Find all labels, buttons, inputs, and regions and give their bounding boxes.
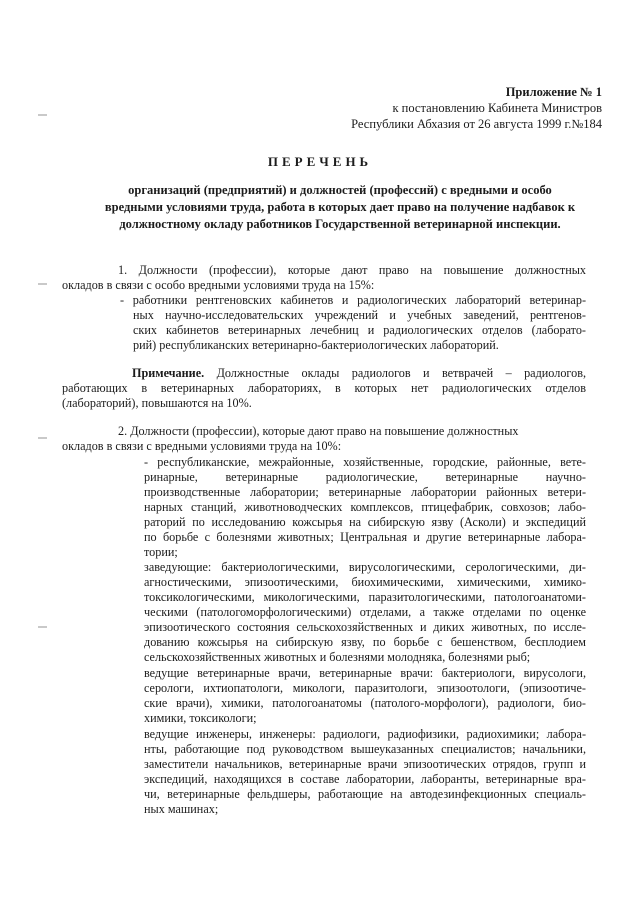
- section-2-line: агностическими, эпизоотическими, биохимическими, химическими, химико-: [144, 575, 586, 589]
- section-2-line: раторий по исследованию кожсырья на сибирскую язву (Асколи) и экспедиций: [144, 515, 586, 529]
- document-heading: ПЕРЕЧЕНЬ: [267, 154, 373, 169]
- section-2-line: заместители начальников, ветеринарные врачи эпизоотических отрядов, групп и: [144, 757, 586, 771]
- section-2-line: сельскохозяйственных животных и болезнями молодняка, болезнями рыб;: [144, 650, 531, 664]
- annex-title: Приложение № 1: [505, 85, 602, 99]
- scan-mark: [38, 626, 47, 628]
- section-1-line: 1. Должности (профессии), которые дают право на повышение должностных: [118, 263, 586, 277]
- note-line: работающих в ветеринарных лабораториях, в которых нет радиологических отделов: [62, 381, 586, 395]
- document-subtitle: организаций (предприятий) и должностей (профессий) с вредными и особо вредными условиями труда, работа в которых дает право на получение надбавок к должностному окладу работников Государственной ветеринарной инспекции.: [104, 183, 576, 231]
- section-2-line: ведущие инженеры, инженеры: радиологи, радиофизики, радиохимики; лабора-: [144, 727, 586, 741]
- section-1-line: - работники рентгеновских кабинетов и радиологических лабораторий ветеринар-: [120, 293, 586, 307]
- note-label: Примечание.: [132, 366, 205, 380]
- section-2-line: экспедиций, находящихся в составе лаборатории, лаборанты, ветеринарные вра-: [144, 772, 586, 786]
- section-2-line: серологи, ихтиопатологи, микологи, паразитологи, эпизоотологи, (эпизоотиче-: [144, 681, 586, 695]
- section-2-line: чи, ветеринарные фельдшеры, работающие на автодезинфекционных специаль-: [144, 787, 586, 801]
- scan-mark: [38, 114, 47, 116]
- section-2-line: производственные лаборатории; ветеринарные лаборатории районных ветери-: [144, 485, 586, 499]
- section-2-line: ческими (патологоморфологическими) отделами, а также отделами по оценке: [144, 605, 586, 619]
- section-2-line: - республиканские, межрайонные, хозяйственные, городские, районные, вете-: [144, 455, 586, 469]
- section-2-line: ных машинах;: [144, 802, 219, 816]
- section-1-line: рий) республиканских ветеринарно-бактериологических лабораторий.: [133, 338, 499, 352]
- section-2-line: ринарные, ветеринарные радиологические, ветеринарные научно-: [144, 470, 586, 484]
- note-line: (лабораторий), повышаются на 10%.: [62, 396, 252, 410]
- section-2-line: дованию кожсырья на сибирскую язву, по борьбе с бешенством, бесплодием: [144, 635, 586, 649]
- section-1-line: ных научно-исследовательских учреждений и учебных заведений, рентгенов-: [133, 308, 586, 322]
- annex-line-1: к постановлению Кабинета Министров: [392, 101, 602, 115]
- scan-mark: [38, 437, 47, 439]
- section-2-intro-line: 2. Должности (профессии), которые дают право на повышение должностных: [118, 424, 519, 438]
- section-2-line: по борьбе с болезнями животных; Центральная и другие ветеринарные лабора-: [144, 530, 586, 544]
- section-2-line: нты, работающие под руководством вышеуказанных специалистов; начальники,: [144, 742, 586, 756]
- section-2-line: токсикологическими, микологическими, паразитологическими, патологоанатоми-: [144, 590, 586, 604]
- section-2-line: ведущие ветеринарные врачи, ветеринарные врачи: бактериологи, вирусологи,: [144, 666, 586, 680]
- scan-mark: [38, 283, 47, 285]
- section-2-line: нарных станций, животноводческих комплексов, птицефабрик, совхозов; лабо-: [144, 500, 586, 514]
- section-1-line: окладов в связи с особо вредными условиями труда на 15%:: [62, 278, 375, 292]
- annex-line-2: Республики Абхазия от 26 августа 1999 г.№184: [351, 117, 602, 131]
- section-2-intro-line: окладов в связи с вредными условиями труда на 10%:: [62, 439, 342, 453]
- note-text: Должностные оклады радиологов и ветврачей – радиологов,: [216, 366, 587, 380]
- section-1-line: ских кабинетов ветеринарных лечебниц и радиологических отделов (лаборато-: [133, 323, 586, 337]
- section-2-line: тории;: [144, 545, 178, 559]
- section-2-line: заведующие: бактериологическими, вирусологическими, серологическими, ди-: [144, 560, 586, 574]
- section-2-line: ские врачи), химики, патологоанатомы (патолого-морфологи), радиологи, био-: [144, 696, 586, 710]
- section-2-line: эпизоотического состояния сельскохозяйственных и диких животных, по иссле-: [144, 620, 586, 634]
- annex-block: [351, 84, 602, 132]
- section-2-line: химики, токсикологи;: [144, 711, 257, 725]
- note-line: [132, 366, 586, 381]
